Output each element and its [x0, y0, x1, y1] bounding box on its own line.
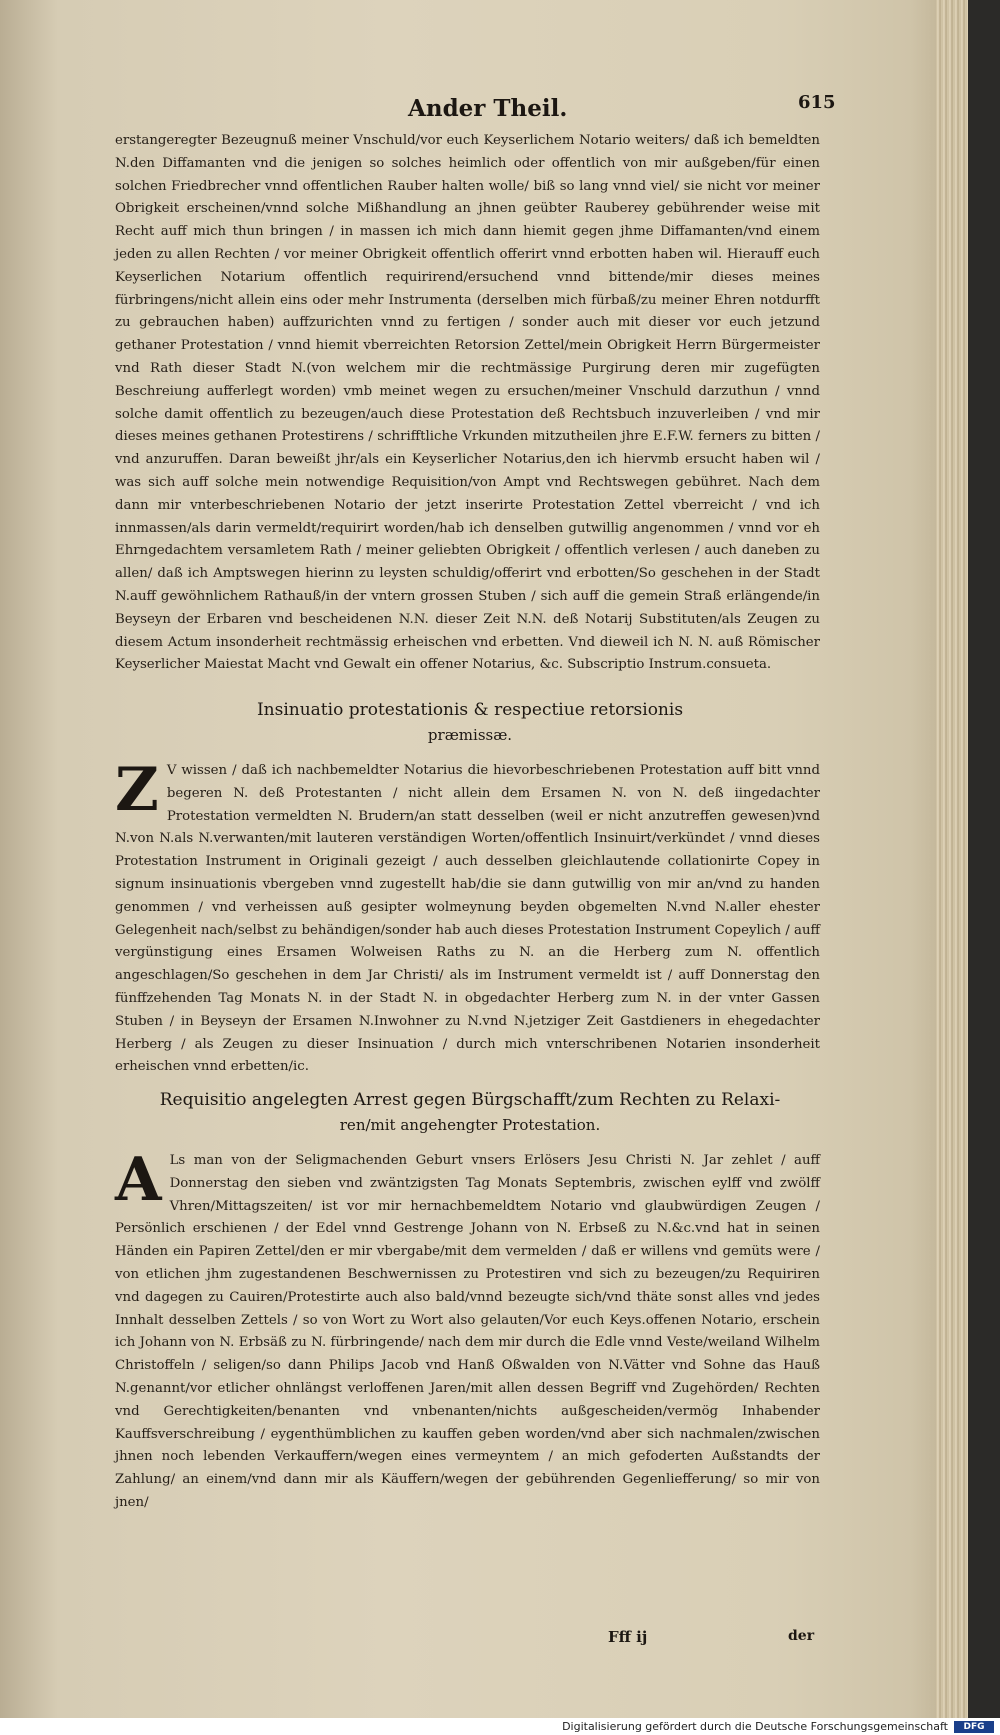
- running-head: Ander Theil.: [408, 95, 568, 122]
- paragraph-3-text: Ls man von der Seligmachenden Geburt vnsers Erlösers Jesu Christi N. Jar zehlet / auff Donnerstag den sieben vnd zwäntzigsten Tag Monats Septembris, zwischen eylff vnd zwölff Vhren/Mittagszeiten/ ist vor mir hernachbemeldtem Notario vnd glaubwürdigen Zeugen / Persönlich erschienen / der Edel vnnd Gestrenge Johann von N. Erbseß zu N.&c.vnd hat in seinen Händen ein Papiren Zettel/den er mir vbergabe/mit dem vermelden / daß er willens vnd gemüts were / von etlichen jhm zugestandenen Beschwernissen zu Protestiren vnd sich zu bezeugen/zu Requiriren vnd dagegen zu Cauiren/Protestirte auch also bald/vnnd bezeugte sich/vnd thäte sonst alles vnd jedes Innhalt desselben Zettels / so von Wort zu Wort also gelauten/Vor euch Keys.offenen Notario, erschein ich Johann von N. Erbsäß zu N. fürbringende/ nach dem mir durch die Edle vnnd Veste/weiland Wilhelm Christoffeln / seligen/so dann Philips Jacob vnd Hanß Oßwalden von N.Vätter vnd Sohne das Hauß N.genannt/vor etlicher ohnlängst verloffenen Jaren/mit allen dessen Begriff vnd Zugehörden/ Rechten vnd Gerechtigkeiten/benanten vnd vnbenanten/nichts außgescheiden/vermög Inhabender Kauffsverschreibung / eygenthümblichen zu kauffen geben worden/vnd aber sich nachmalen/zwischen jhnen noch lebenden Verkauffern/wegen eines vermeyntem / an mich gefoderten Außstandts der Zahlung/ an einem/vnd dann mir als Käuffern/wegen der gebührenden Gegenliefferung/ so mir von jnen/: [115, 1153, 820, 1510]
- paragraph-3: [115, 1145, 820, 1515]
- page-edge: [936, 0, 968, 1718]
- section-heading-insinuatio: [120, 700, 820, 744]
- heading-line-2: ren/mit angehengter Protestation.: [339, 1116, 601, 1134]
- drop-cap: Z: [115, 755, 159, 825]
- heading-line-1: Requisitio angelegten Arrest gegen Bürgschafft/zum Rechten zu Relaxi-: [159, 1090, 781, 1110]
- signature-line: [0, 1628, 968, 1650]
- credit-text: Digitalisierung gefördert durch die Deutsche Forschungsgemeinschaft: [562, 1720, 948, 1733]
- page-number: 615: [798, 92, 836, 113]
- paragraph-2-text: V wissen / daß ich nachbemeldter Notarius die hievorbeschriebenen Protestation auff bitt vnnd begeren N. deß Protestanten / nicht allein dem Ersamen N. von N. deß iingedachter Protestation vermeldten N. Brudern/an statt desselben (weil er nicht anzutreffen gewesen)vnd N.von N.als N.verwanten/mit lauteren verständigen Worten/offentlich Insinuirt/verkündet / vnnd dieses Protestation Instrument in Originali gezeigt / auch desselben gleichlautende collationirte Copey in signum insinuationis vbergeben vnnd zugestellt hab/die sie dann gutwillig von mir an/vnd zu handen genommen / vnd verheissen auß gesipter wolmeynung beyden obgemelten N.vnd N.aller ehester Gelegenheit nach/selbst zu behändigen/sonder hab auch dieses Protestation Instrument Copeylich / auff vergünstigung eines Ersamen Wolweisen Raths zu N. an die Herberg zum N. offentlich angeschlagen/So geschehen in dem Jar Christi/ als im Instrument vermeldt ist / auff Donnerstag den fünffzehenden Tag Monats N. in der Stadt N. in obgedachter Herberg zum N. in der vnter Gassen Stuben / in Beyseyn der Ersamen N.Inwohner zu N.vnd N.jetziger Zeit Gastdieners in ehegedachter Herberg / als Zeugen zu dieser Insinuation / durch mich vnterschribenen Notarien insonderheit erheischen vnnd erbetten/ic.: [115, 763, 820, 1075]
- paragraph-2: [115, 755, 820, 1079]
- paragraph-1-text: erstangeregter Bezeugnuß meiner Vnschuld/vor euch Keyserlichem Notario weiters/ daß ich bemeldten N.den Diffamanten vnd die jenigen so solches heimlich oder offentlich von mir außgeben/für einen solchen Friedbrecher vnnd offentlichen Rauber halten wolle/ biß so lang vnnd viel/ sie nicht vor meiner Obrigkeit erscheinen/vnnd solche Mißhandlung an jhnen geübter Rauberey gebührender weise mit Recht auff mich thun bringen / in massen ich mich dann hiemit gegen jhme Diffamanten/vnd einem jeden zu allen Rechten / vor meiner Obrigkeit offentlich offerirt vnnd erbotten haben wil. Hierauff euch Keyserlichen Notarium offentlich requirirend/ersuchend vnnd bittende/mir dieses meines fürbringens/nicht allein eins oder mehr Instrumenta (derselben mich fürbaß/zu meiner Ehren notdurfft zu gebrauchen haben) auffzurichten vnnd zu fertigen / sonder auch mit dieser vor euch jetzund gethaner Protestation / vnnd hiemit vberreichten Retorsion Zettel/mein Obrigkeit Herrn Bürgermeister vnd Rath dieser Stadt N.(von welchem mir die rechtmässige Purgirung deren mir zugefügten Beschreiung aufferlegt worden) vmb meinet wegen zu ersuchen/meiner Vnschuld darzuthun / vnnd solche damit offentlich zu bezeugen/auch diese Protestation deß Rechtsbuch inzuverleiben / vnd mir dieses meines gethanen Protestirens / schrifftliche Vrkunden mitzutheilen jhre E.F.W. ferners zu bitten / vnd anzuruffen. Daran beweißt jhr/als ein Keyserlicher Notarius,den ich hiervmb ersucht haben wil / was sich auff solche mein notwendige Requisition/von Ampt vnd Rechtswegen gebühret. Nach dem dann mir vnterbeschriebenen Notario der jetzt inserirte Protestation Zettel vberreicht / vnd ich innmassen/als darin vermeldt/requirirt worden/hab ich denselben gutwillig angenommen / vnnd vor eh Ehrngedachtem versamletem Rath / meiner geliebten Obrigkeit / offentlich verlesen / auch daneben zu allen/ daß ich Amptswegen hierinn zu leysten schuldig/offerirt vnd erbotten/So geschehen in der Stadt N.auff gewöhnlichem Rathauß/in der vntern grossen Stuben / sich auff die gemein Straß erlängende/in Beyseyn der Erbaren vnd bescheidenen N.N. dieser Zeit N.N. deß Notarij Substituten/als Zeugen zu diesem Actum insonderheit rechtmässig erheischen vnd erbetten. Vnd dieweil ich N. N. auß Römischer Keyserlicher Maiestat Macht vnd Gewalt ein offener Notarius, &c. Subscriptio Instrum.consueta.: [115, 133, 820, 673]
- heading-line-2: præmissæ.: [427, 726, 513, 744]
- heading-line-1: Insinuatio protestationis & respectiue retorsionis: [256, 700, 684, 720]
- dfg-logo: DFG: [954, 1721, 994, 1733]
- section-heading-requisitio: [120, 1090, 820, 1134]
- catchword: der: [788, 1628, 815, 1644]
- drop-cap: A: [115, 1145, 162, 1215]
- paragraph-1: [115, 130, 820, 677]
- digitization-footer: [0, 1718, 1000, 1735]
- signature-mark: Fff ij: [608, 1628, 648, 1646]
